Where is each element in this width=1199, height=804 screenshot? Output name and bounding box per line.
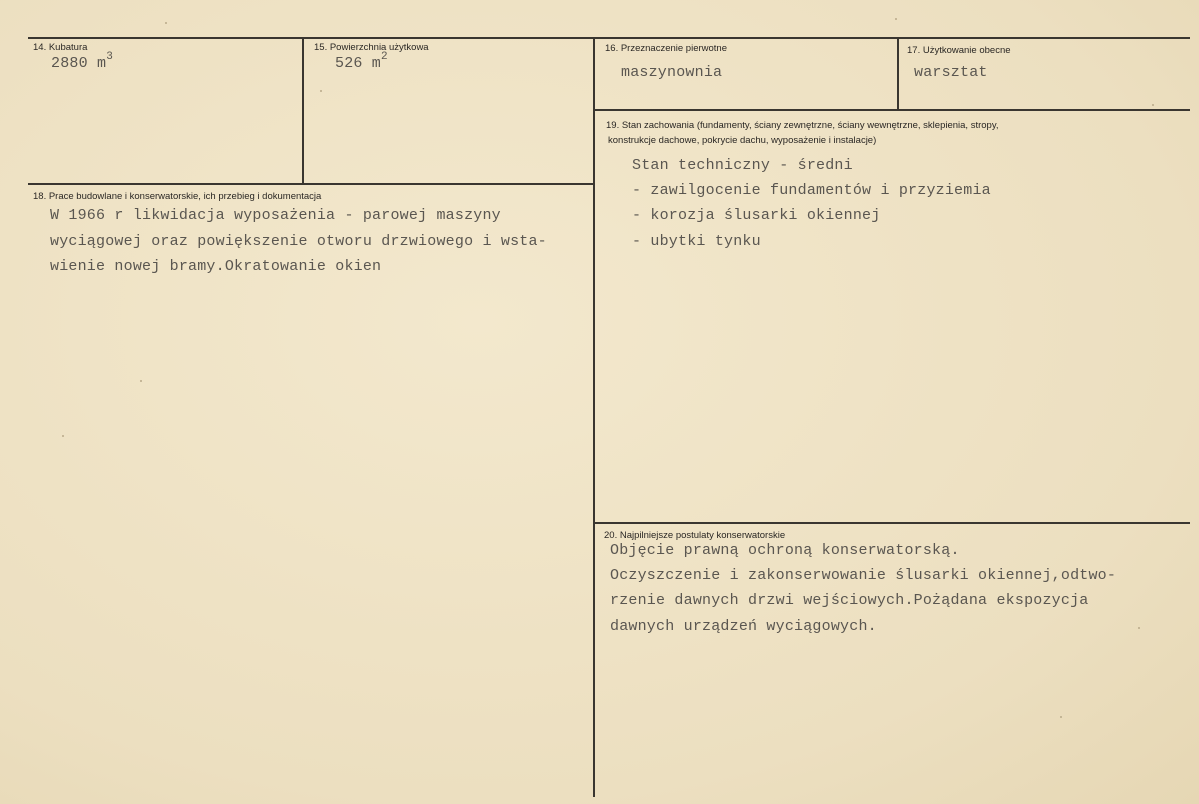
powierzchnia-label: 15. Powierzchnia użytkowa — [314, 42, 429, 53]
przeznaczenie-label: 16. Przeznaczenie pierwotne — [605, 43, 727, 54]
divider-main — [593, 37, 595, 797]
stan-line-2: - zawilgocenie fundamentów i przyziemia — [632, 182, 991, 199]
kubatura-unit-sup: 3 — [106, 51, 114, 63]
divider-14-15 — [302, 37, 304, 185]
postulaty-label: 20. Najpilniejsze postulaty konserwatorskie — [604, 530, 786, 541]
rule-under-19 — [595, 522, 1190, 524]
uzytkowanie-label: 17. Użytkowanie obecne — [907, 45, 1011, 56]
powierzchnia-value — [335, 51, 388, 72]
powierzchnia-unit-sup: 2 — [381, 51, 388, 63]
stan-line-4: - ubytki tynku — [632, 233, 761, 250]
paper-speck — [62, 435, 64, 437]
rule-under-16-17 — [595, 109, 1190, 111]
kubatura-label: 14. Kubatura — [33, 42, 88, 53]
postulaty-line-3: rzenie dawnych drzwi wejściowych.Pożądana ekspozycja — [610, 592, 1089, 609]
postulaty-line-2: Oczyszczenie i zakonserwowanie ślusarki okiennej,odtwo- — [610, 567, 1117, 584]
stan-line-3: - korozja ślusarki okiennej — [632, 207, 881, 224]
powierzchnia-number: 526 m — [335, 55, 382, 72]
prace-line-1: W 1966 r likwidacja wyposażenia - parowej maszyny — [50, 207, 501, 224]
rule-under-14-15 — [28, 183, 593, 185]
kubatura-value — [51, 51, 114, 72]
prace-budowlane-label: 18. Prace budowlane i konserwatorskie, ich przebieg i dokumentacja — [33, 191, 322, 202]
stan-zachowania-label-2: konstrukcje dachowe, pokrycie dachu, wyposażenie i instalacje) — [608, 135, 877, 146]
divider-16-17 — [897, 37, 899, 110]
stan-zachowania-label-1: 19. Stan zachowania (fundamenty, ściany zewnętrzne, ściany wewnętrzne, sklepienia, stropy, — [606, 120, 999, 131]
paper-speck — [1138, 627, 1140, 629]
przeznaczenie-value: maszynownia — [621, 64, 723, 81]
prace-line-2: wyciągowej oraz powiększenie otworu drzwiowego i wsta- — [50, 233, 547, 250]
postulaty-line-1: Objęcie prawną ochroną konserwatorską. — [610, 542, 960, 559]
paper-speck — [1152, 104, 1154, 106]
kubatura-number: 2880 m — [51, 55, 107, 72]
paper-speck — [1060, 716, 1062, 718]
paper-speck — [320, 90, 322, 92]
paper-speck — [140, 380, 142, 382]
uzytkowanie-value: warsztat — [914, 64, 988, 81]
paper-speck — [165, 22, 167, 24]
postulaty-line-4: dawnych urządzeń wyciągowych. — [610, 618, 877, 635]
top-rule — [28, 37, 1190, 39]
stan-line-1: Stan techniczny - średni — [632, 157, 853, 174]
prace-line-3: wienie nowej bramy.Okratowanie okien — [50, 258, 382, 275]
paper-speck — [895, 18, 897, 20]
